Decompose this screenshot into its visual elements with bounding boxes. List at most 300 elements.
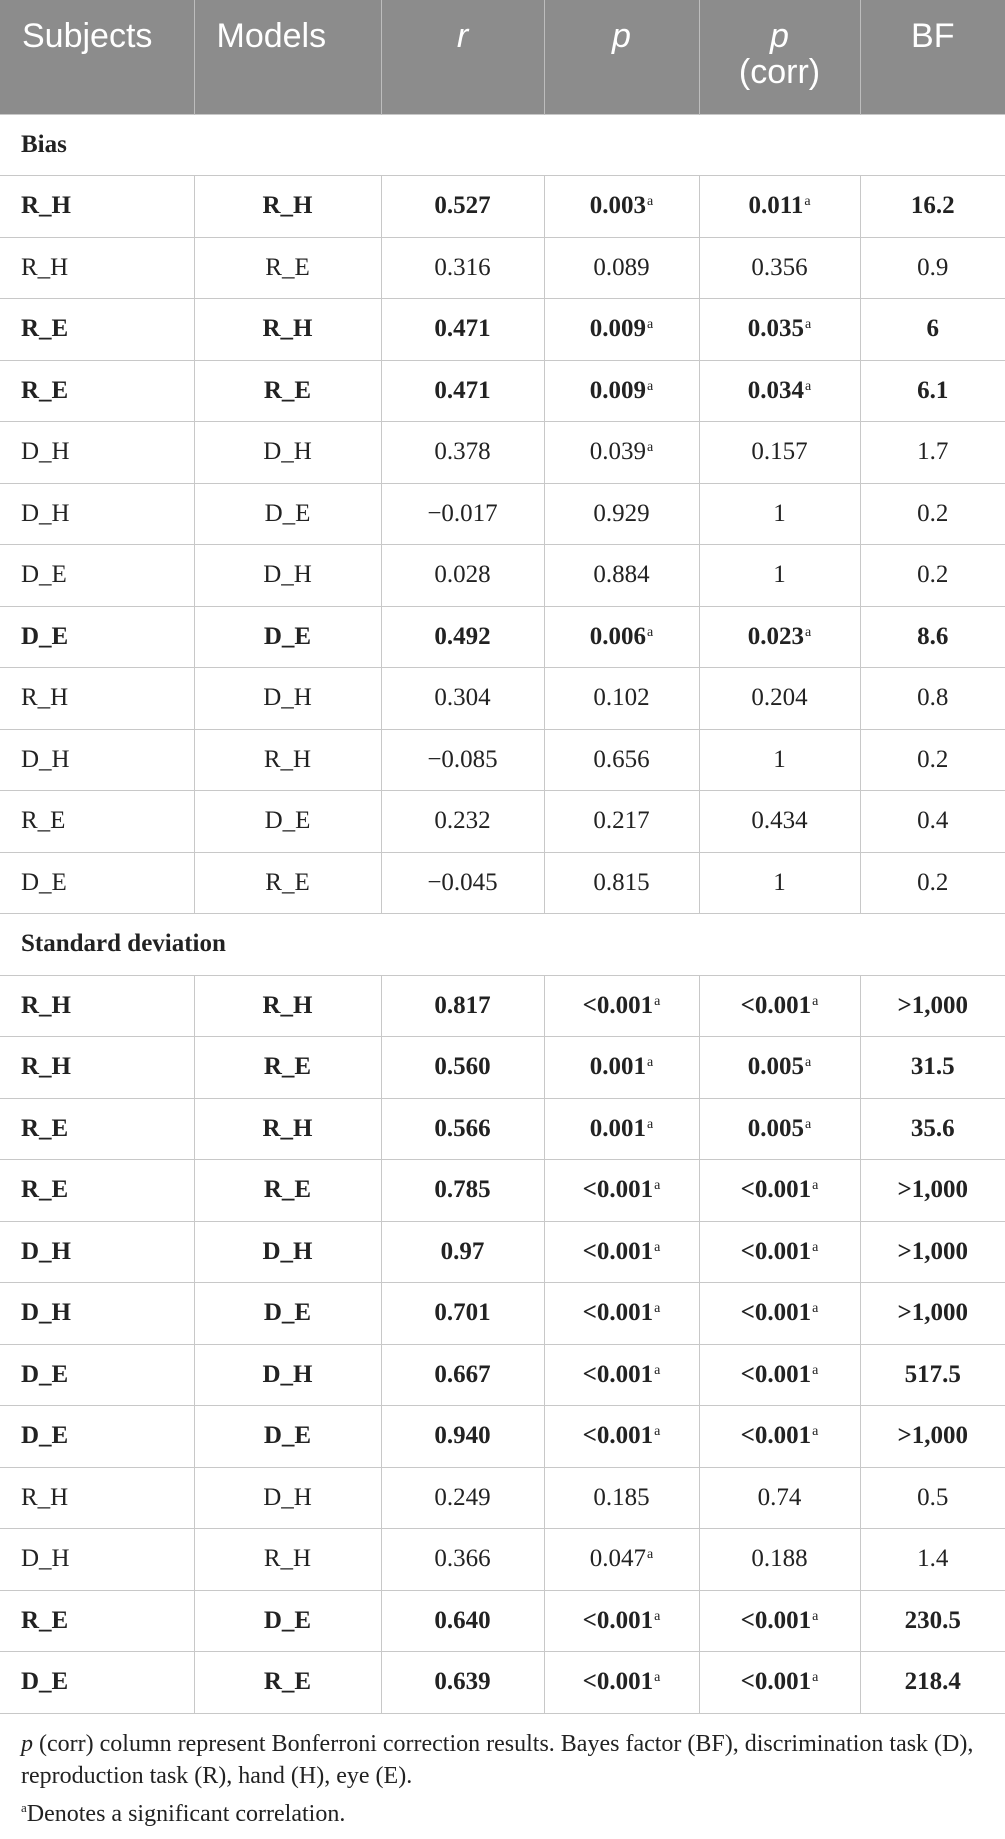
cell-p-corr-value: <0.001 [740, 1299, 812, 1327]
significance-marker: a [812, 1670, 819, 1686]
significance-marker: a [654, 1362, 661, 1378]
footnote-abbreviations [21, 1728, 985, 1792]
cell-p [544, 299, 699, 361]
cell-p-corr [699, 1344, 860, 1406]
cell-p-corr [699, 299, 860, 361]
cell-bf [860, 1221, 1005, 1283]
significance-marker: a [812, 1301, 819, 1317]
table-row [0, 729, 1005, 791]
cell-p-corr-value: <0.001 [740, 1606, 812, 1634]
cell-subject [0, 483, 194, 545]
cell-p-value: 0.185 [593, 1483, 650, 1511]
cell-p-corr [699, 791, 860, 853]
cell-subject-value: D_H [21, 1545, 70, 1573]
cell-p-corr-value: 0.356 [751, 253, 808, 281]
cell-subject [0, 176, 194, 238]
cell-r [381, 176, 544, 238]
cell-r-value: 0.785 [434, 1176, 491, 1204]
cell-bf-value: 230.5 [904, 1606, 961, 1634]
cell-model-value: R_H [263, 745, 312, 773]
cell-r [381, 1406, 544, 1468]
cell-bf [860, 1652, 1005, 1714]
cell-r [381, 852, 544, 914]
cell-model [194, 975, 381, 1037]
cell-p [544, 360, 699, 422]
cell-p [544, 1406, 699, 1468]
table-row [0, 1160, 1005, 1222]
cell-model-value: D_H [263, 438, 312, 466]
cell-model [194, 1098, 381, 1160]
cell-model [194, 360, 381, 422]
cell-bf-value: 0.2 [917, 561, 949, 589]
cell-p-corr [699, 668, 860, 730]
table-row [0, 1529, 1005, 1591]
cell-p [544, 668, 699, 730]
cell-model-value: D_H [263, 1483, 312, 1511]
header-models: Models [194, 0, 381, 114]
cell-p [544, 975, 699, 1037]
cell-model-value: D_E [264, 499, 311, 527]
cell-p-value: <0.001 [582, 1237, 654, 1265]
cell-p-corr [699, 1529, 860, 1591]
cell-p-corr [699, 1652, 860, 1714]
cell-p-corr [699, 237, 860, 299]
cell-model-value: R_E [265, 253, 310, 281]
cell-p-corr [699, 1098, 860, 1160]
cell-bf [860, 668, 1005, 730]
cell-p-corr [699, 360, 860, 422]
table-row [0, 791, 1005, 853]
cell-bf [860, 1160, 1005, 1222]
cell-subject [0, 729, 194, 791]
cell-p-value: 0.047 [589, 1545, 647, 1573]
cell-subject-value: R_H [21, 1483, 69, 1511]
cell-p [544, 1160, 699, 1222]
cell-p-corr-value: 1 [773, 745, 786, 773]
cell-model [194, 852, 381, 914]
cell-subject [0, 360, 194, 422]
table-row [0, 1652, 1005, 1714]
cell-subject-value: D_E [21, 561, 67, 589]
cell-subject-value: R_H [21, 1053, 71, 1081]
cell-bf [860, 1344, 1005, 1406]
cell-r [381, 606, 544, 668]
significance-marker: a [654, 1178, 661, 1194]
table-row [0, 668, 1005, 730]
cell-p [544, 1467, 699, 1529]
cell-model-value: D_H [263, 561, 312, 589]
cell-bf [860, 852, 1005, 914]
cell-bf-value: 6.1 [917, 376, 949, 404]
significance-marker: a [647, 624, 654, 640]
cell-p-value: <0.001 [582, 991, 654, 1019]
cell-r [381, 545, 544, 607]
cell-model-value: D_E [263, 1422, 312, 1450]
cell-model-value: D_E [263, 622, 312, 650]
cell-r-value: 0.316 [434, 253, 491, 281]
cell-r [381, 975, 544, 1037]
cell-r [381, 1037, 544, 1099]
cell-p [544, 1098, 699, 1160]
cell-bf [860, 1590, 1005, 1652]
cell-r [381, 1160, 544, 1222]
cell-model-value: R_H [262, 315, 313, 343]
cell-r-value: 0.492 [434, 622, 491, 650]
header-row [0, 0, 1005, 114]
cell-r [381, 1098, 544, 1160]
cell-r-value: 0.639 [434, 1668, 491, 1696]
cell-bf [860, 606, 1005, 668]
cell-p-corr-value: <0.001 [740, 1422, 812, 1450]
cell-p [544, 545, 699, 607]
cell-bf-value: 35.6 [910, 1114, 955, 1142]
significance-marker: a [812, 1239, 819, 1255]
cell-bf [860, 360, 1005, 422]
cell-model [194, 1221, 381, 1283]
significance-marker: a [812, 993, 819, 1009]
cell-bf-value: 0.5 [917, 1483, 949, 1511]
cell-p-corr-value: <0.001 [740, 1668, 812, 1696]
cell-r-value: 0.028 [434, 561, 491, 589]
cell-subject [0, 1652, 194, 1714]
cell-bf-value: 1.7 [917, 438, 949, 466]
cell-bf-value: 31.5 [910, 1053, 955, 1081]
cell-r-value: 0.366 [434, 1545, 491, 1573]
cell-p [544, 1221, 699, 1283]
cell-subject [0, 299, 194, 361]
table-row [0, 483, 1005, 545]
table-row [0, 1221, 1005, 1283]
cell-p-value: 0.001 [589, 1053, 647, 1081]
cell-p-corr [699, 1160, 860, 1222]
cell-subject [0, 1529, 194, 1591]
cell-p-corr-value: 0.034 [747, 376, 805, 404]
cell-p-corr [699, 729, 860, 791]
cell-p-corr-value: 0.005 [747, 1114, 805, 1142]
cell-subject-value: D_H [21, 499, 70, 527]
cell-model-value: D_E [263, 1606, 312, 1634]
cell-p [544, 606, 699, 668]
cell-p-value: 0.656 [593, 745, 650, 773]
cell-model-value: R_H [262, 991, 313, 1019]
cell-bf [860, 176, 1005, 238]
table-row [0, 1467, 1005, 1529]
cell-bf-value: 6 [926, 315, 939, 343]
header-p-corr [699, 0, 860, 114]
cell-bf-value: >1,000 [897, 1299, 968, 1327]
cell-model-value: D_E [263, 1299, 312, 1327]
cell-p-value: 0.009 [589, 376, 647, 404]
cell-p-corr-value: 0.188 [751, 1545, 808, 1573]
header-subjects: Subjects [0, 0, 194, 114]
cell-r [381, 1221, 544, 1283]
cell-r-value: −0.017 [427, 499, 498, 527]
cell-subject-value: D_E [21, 622, 69, 650]
cell-p-corr-value: 0.157 [751, 438, 808, 466]
footnote-p-symbol: p [21, 1730, 33, 1757]
table-row [0, 975, 1005, 1037]
cell-bf [860, 299, 1005, 361]
cell-subject-value: D_H [21, 438, 70, 466]
cell-r-value: 0.560 [434, 1053, 491, 1081]
table-row [0, 606, 1005, 668]
cell-p [544, 483, 699, 545]
cell-bf-value: 0.9 [917, 253, 949, 281]
cell-p-value: 0.929 [593, 499, 650, 527]
significance-marker: a [654, 1424, 661, 1440]
cell-bf-value: 218.4 [904, 1668, 961, 1696]
cell-p-corr-value: <0.001 [740, 991, 812, 1019]
cell-r-value: 0.304 [434, 684, 491, 712]
significance-marker: a [812, 1608, 819, 1624]
cell-model [194, 1406, 381, 1468]
cell-model-value: R_E [263, 1053, 312, 1081]
table-row [0, 360, 1005, 422]
cell-subject [0, 668, 194, 730]
cell-model-value: R_H [262, 192, 313, 220]
cell-r [381, 360, 544, 422]
cell-bf-value: 0.2 [917, 868, 949, 896]
cell-bf [860, 1283, 1005, 1345]
cell-p [544, 1037, 699, 1099]
cell-r [381, 1652, 544, 1714]
cell-subject-value: D_H [21, 1299, 71, 1327]
cell-r [381, 422, 544, 484]
significance-marker: a [654, 1670, 661, 1686]
cell-p-corr [699, 545, 860, 607]
section-title: Bias [0, 114, 1005, 176]
cell-subject-value: R_H [21, 192, 71, 220]
significance-marker: a [654, 993, 661, 1009]
cell-bf [860, 791, 1005, 853]
cell-bf-value: >1,000 [897, 1237, 968, 1265]
cell-r [381, 668, 544, 730]
cell-model-value: R_E [263, 1176, 312, 1204]
footnote-abbreviations-text: (corr) column represent Bonferroni correction results. Bayes factor (BF), discrimination task (D), reproduction task (R), hand (H), eye (E). [21, 1730, 974, 1789]
cell-subject [0, 1221, 194, 1283]
cell-bf [860, 1098, 1005, 1160]
cell-subject [0, 1590, 194, 1652]
cell-r-value: 0.232 [434, 807, 491, 835]
cell-bf [860, 729, 1005, 791]
cell-model [194, 299, 381, 361]
cell-p-corr-value: 1 [773, 868, 786, 896]
cell-r [381, 729, 544, 791]
significance-marker: a [654, 1301, 661, 1317]
cell-p-corr [699, 1221, 860, 1283]
cell-model-value: D_E [264, 807, 311, 835]
header-p-label: p [612, 17, 631, 55]
cell-p-corr [699, 1283, 860, 1345]
cell-p-value: <0.001 [582, 1299, 654, 1327]
cell-model [194, 1037, 381, 1099]
cell-model [194, 1160, 381, 1222]
cell-p-corr [699, 1467, 860, 1529]
cell-r-value: 0.940 [434, 1422, 491, 1450]
significance-marker: a [647, 317, 654, 333]
cell-p-corr-value: <0.001 [740, 1360, 812, 1388]
table-row [0, 1037, 1005, 1099]
cell-p [544, 1529, 699, 1591]
cell-subject-value: D_H [21, 1237, 71, 1265]
cell-subject [0, 852, 194, 914]
cell-bf [860, 1529, 1005, 1591]
table-row [0, 545, 1005, 607]
cell-subject [0, 1160, 194, 1222]
cell-subject-value: R_E [21, 807, 66, 835]
cell-r [381, 299, 544, 361]
section-title: Standard deviation [0, 914, 1005, 976]
cell-p-value: 0.102 [593, 684, 650, 712]
cell-p-corr-value: 0.434 [751, 807, 808, 835]
cell-subject [0, 1406, 194, 1468]
cell-subject [0, 606, 194, 668]
cell-subject [0, 1037, 194, 1099]
cell-model [194, 422, 381, 484]
cell-bf [860, 975, 1005, 1037]
cell-p [544, 1344, 699, 1406]
header-bf: BF [860, 0, 1005, 114]
table-row [0, 422, 1005, 484]
significance-marker: a [804, 194, 811, 210]
cell-subject-value: R_E [21, 1176, 69, 1204]
cell-p-corr-value: 0.011 [748, 192, 804, 220]
cell-bf [860, 237, 1005, 299]
table-row [0, 852, 1005, 914]
cell-r-value: 0.817 [434, 991, 491, 1019]
cell-model [194, 237, 381, 299]
cell-subject-value: D_E [21, 1422, 69, 1450]
cell-subject-value: R_H [21, 684, 69, 712]
cell-p-corr-value: <0.001 [740, 1176, 812, 1204]
cell-subject-value: D_E [21, 1668, 69, 1696]
footnote-marker: a [21, 1799, 27, 1815]
cell-r [381, 1283, 544, 1345]
significance-marker: a [647, 1116, 654, 1132]
cell-p-value: <0.001 [582, 1668, 654, 1696]
cell-bf-value: >1,000 [897, 1176, 968, 1204]
cell-subject-value: D_E [21, 868, 67, 896]
cell-p-corr-value: <0.001 [740, 1237, 812, 1265]
cell-r-value: 0.701 [434, 1299, 491, 1327]
table-row [0, 1283, 1005, 1345]
cell-subject [0, 791, 194, 853]
significance-marker: a [805, 1116, 812, 1132]
cell-subject-value: R_H [21, 991, 71, 1019]
cell-bf-value: 1.4 [917, 1545, 949, 1573]
cell-bf [860, 1037, 1005, 1099]
table-row [0, 1344, 1005, 1406]
cell-p-value: 0.003 [589, 192, 647, 220]
cell-p-corr [699, 1406, 860, 1468]
cell-r [381, 483, 544, 545]
cell-r-value: 0.566 [434, 1114, 491, 1142]
cell-p-value: 0.815 [593, 868, 650, 896]
cell-p-value: <0.001 [582, 1422, 654, 1450]
cell-model [194, 791, 381, 853]
cell-p-value: 0.217 [593, 807, 650, 835]
cell-p-value: 0.001 [589, 1114, 647, 1142]
table-row [0, 176, 1005, 238]
cell-model [194, 1590, 381, 1652]
cell-bf-value: >1,000 [897, 1422, 968, 1450]
cell-model [194, 1652, 381, 1714]
cell-subject [0, 1344, 194, 1406]
cell-p-corr [699, 422, 860, 484]
cell-p-value: 0.089 [593, 253, 650, 281]
cell-p-value: 0.006 [589, 622, 647, 650]
cell-model [194, 1467, 381, 1529]
significance-marker: a [647, 1547, 654, 1563]
cell-model [194, 483, 381, 545]
cell-model [194, 1283, 381, 1345]
header-r [381, 0, 544, 114]
significance-marker: a [647, 1055, 654, 1071]
table-row [0, 1098, 1005, 1160]
cell-p-corr [699, 1590, 860, 1652]
cell-p [544, 729, 699, 791]
cell-p [544, 422, 699, 484]
cell-p [544, 237, 699, 299]
cell-p-corr-value: 0.204 [751, 684, 808, 712]
significance-marker: a [654, 1239, 661, 1255]
cell-bf-value: 16.2 [910, 192, 955, 220]
header-p-corr-label: p [770, 17, 789, 55]
cell-subject [0, 975, 194, 1037]
table-footnotes [0, 1714, 1005, 1830]
cell-model [194, 545, 381, 607]
cell-r-value: 0.640 [434, 1606, 491, 1634]
table-row [0, 299, 1005, 361]
cell-model-value: R_E [265, 868, 310, 896]
cell-subject [0, 1283, 194, 1345]
cell-p-value: 0.039 [589, 438, 647, 466]
significance-marker: a [805, 378, 812, 394]
cell-bf-value: 8.6 [917, 622, 949, 650]
cell-model [194, 729, 381, 791]
cell-bf [860, 1406, 1005, 1468]
cell-model-value: D_H [263, 684, 312, 712]
table-row [0, 1590, 1005, 1652]
cell-model-value: D_H [262, 1237, 313, 1265]
cell-bf [860, 422, 1005, 484]
cell-r-value: 0.471 [434, 376, 491, 404]
cell-p-value: 0.884 [593, 561, 650, 589]
header-p-corr-suffix: (corr) [738, 53, 821, 91]
cell-subject-value: R_E [21, 376, 69, 404]
cell-p-corr-value: 0.005 [747, 1053, 805, 1081]
significance-marker: a [812, 1362, 819, 1378]
cell-p-corr [699, 483, 860, 545]
cell-bf [860, 1467, 1005, 1529]
cell-p [544, 1283, 699, 1345]
table-header [0, 0, 1005, 114]
cell-subject-value: R_H [21, 253, 69, 281]
table-row [0, 237, 1005, 299]
cell-p-corr [699, 606, 860, 668]
cell-p [544, 852, 699, 914]
cell-bf-value: 0.4 [917, 807, 949, 835]
cell-subject [0, 545, 194, 607]
cell-model [194, 176, 381, 238]
cell-model-value: R_H [263, 1545, 312, 1573]
cell-subject-value: D_E [21, 1360, 69, 1388]
cell-r-value: 0.471 [434, 315, 491, 343]
cell-p-value: <0.001 [582, 1606, 654, 1634]
cell-r-value: 0.97 [440, 1237, 485, 1265]
cell-r [381, 1344, 544, 1406]
significance-marker: a [805, 317, 812, 333]
